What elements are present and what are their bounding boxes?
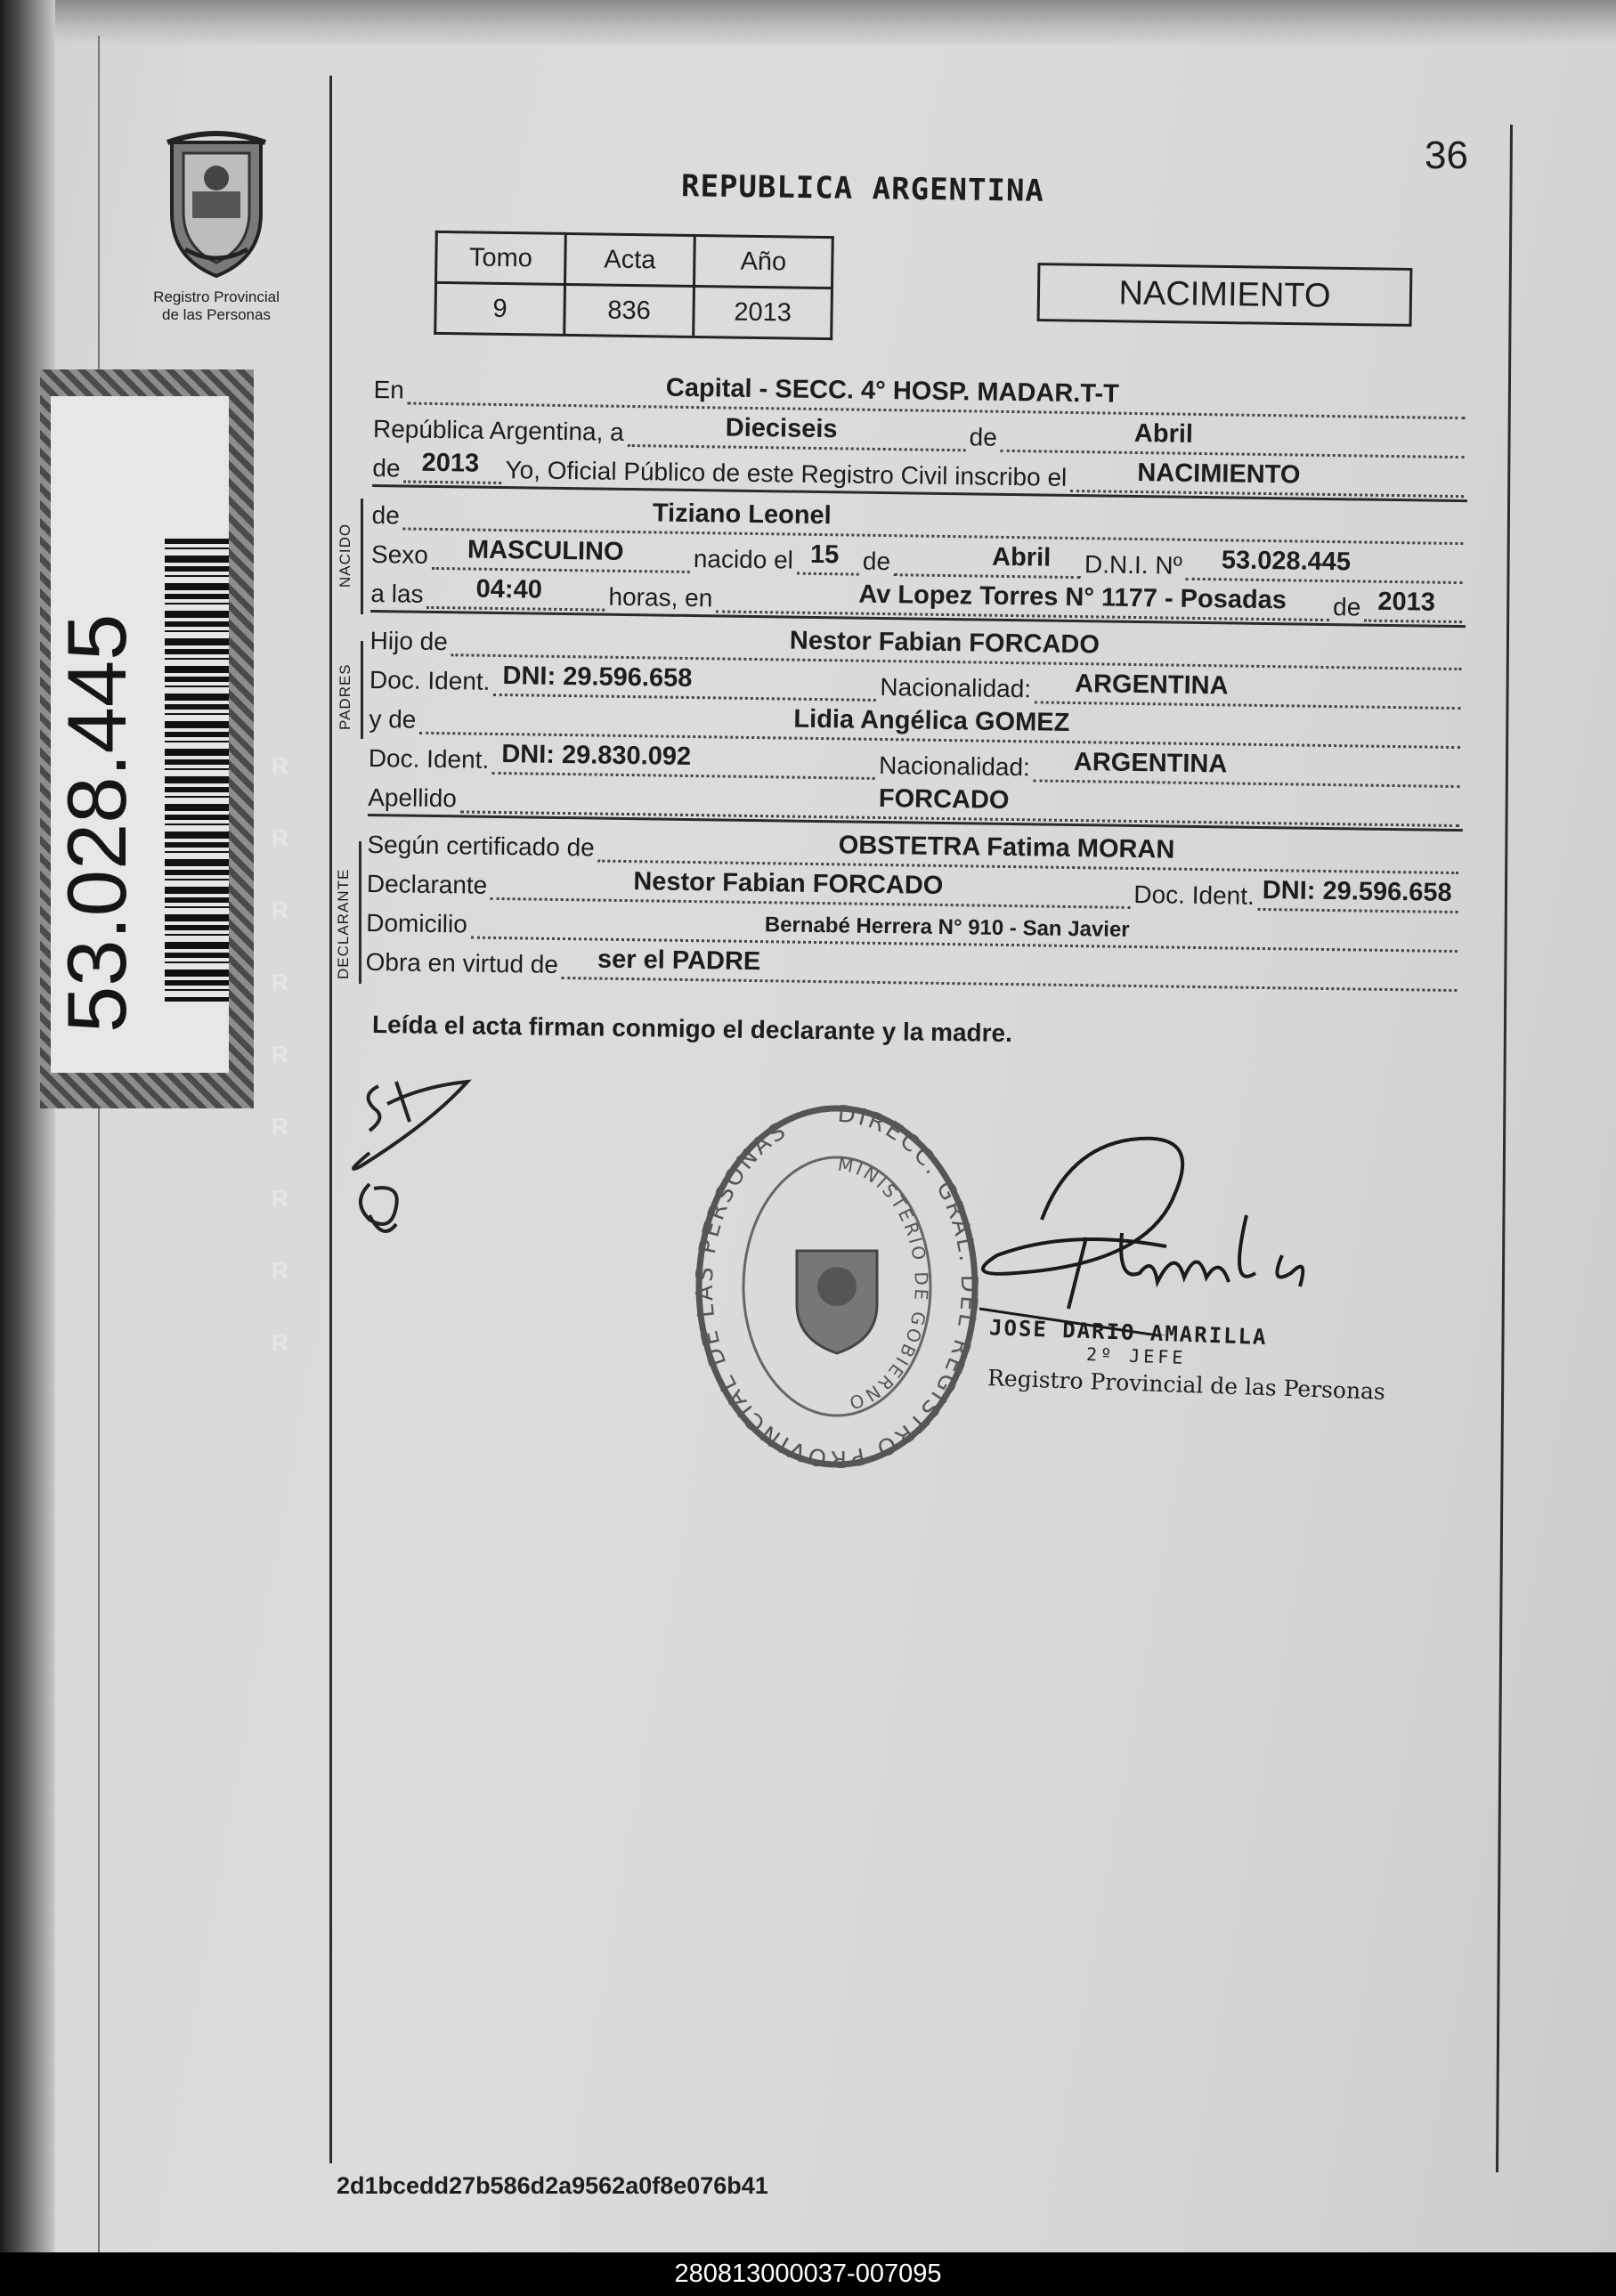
label-dni: D.N.I. Nº <box>1084 550 1183 580</box>
page-number: 36 <box>1425 134 1468 177</box>
label-name: de <box>371 500 401 530</box>
closing-statement: Leída el acta firman conmigo el declarante y la madre. <box>371 1010 1013 1048</box>
value-birth-place: Av Lopez Torres N° 1177 - Posadas <box>858 580 1287 615</box>
sticker-number: 53.028.445 <box>50 613 143 1033</box>
value-inscribe: NACIMIENTO <box>1137 458 1301 490</box>
left-margin-line <box>329 76 332 2163</box>
act-type-box: NACIMIENTO <box>1037 263 1413 327</box>
barcode <box>165 539 229 1002</box>
province-logo <box>132 125 301 324</box>
value-dni: 53.028.445 <box>1221 546 1352 577</box>
value-mother-nat: ARGENTINA <box>1073 748 1228 779</box>
label-year-de: de <box>372 453 401 483</box>
field-capacity <box>562 945 1458 992</box>
registry-value-row <box>435 282 832 338</box>
registry-header-acta: Acta <box>565 233 695 286</box>
value-year: 2013 <box>421 448 480 478</box>
label-address: Domicilio <box>366 908 468 938</box>
document-title: REPUBLICA ARGENTINA <box>680 168 1045 209</box>
signature-officer <box>962 1131 1353 1335</box>
registry-header-row <box>436 231 833 288</box>
side-bracket-padres <box>361 641 363 739</box>
field-sex <box>432 535 690 573</box>
side-label-declarante: DECLARANTE <box>335 868 352 979</box>
label-certificate: Según certificado de <box>367 830 595 862</box>
officer-name: JOSÉ DARIO AMARILLA <box>988 1315 1268 1351</box>
label-hours: horas, en <box>608 582 713 613</box>
side-label-nacido: NACIDO <box>337 523 353 588</box>
value-name: Tiziano Leonel <box>652 499 832 531</box>
sticker-letter: R <box>272 752 288 779</box>
book-spine <box>0 0 55 2252</box>
seal-inner-text: MINISTERIO DE GOBIERNO <box>836 1153 933 1415</box>
value-born-year: 2013 <box>1377 587 1436 617</box>
field-father-doc <box>493 661 876 702</box>
gutter-line <box>98 36 100 2252</box>
value-sex: MASCULINO <box>467 535 624 566</box>
value-day: Dieciseis <box>725 413 838 444</box>
value-father: Nestor Fabian FORCADO <box>789 626 1100 660</box>
label-mother: y de <box>369 704 417 734</box>
label-mother-nat: Nacionalidad: <box>878 750 1031 782</box>
field-dni <box>1186 546 1464 584</box>
field-born-day <box>797 540 859 576</box>
field-born-year <box>1364 587 1462 624</box>
sticker-letter: R <box>272 1185 288 1212</box>
officer-block <box>987 1315 1388 1405</box>
registry-ano: 2013 <box>694 286 832 338</box>
registry-acta: 836 <box>564 284 694 337</box>
logo-caption <box>132 288 301 324</box>
field-declarant-doc <box>1258 875 1458 913</box>
registry-tomo: 9 <box>435 282 565 335</box>
side-bracket-declarante <box>359 841 361 984</box>
seal-outer-text: DIRECC. GRAL. DEL REGISTRO PROVINCIAL DE LAS PERSONAS <box>691 1100 983 1473</box>
label-place: En <box>373 375 405 404</box>
label-born-year-de: de <box>1332 593 1361 621</box>
logo-caption-line-2: de las Personas <box>162 306 271 323</box>
value-time: 04:40 <box>475 574 543 604</box>
label-capacity: Obra en virtud de <box>365 947 559 978</box>
registry-header-ano: Año <box>694 235 832 288</box>
officer-role: 2º JEFE <box>1085 1343 1187 1368</box>
value-declarant: Nestor Fabian FORCADO <box>633 867 944 900</box>
value-address: Bernabé Herrera N° 910 - San Javier <box>764 913 1130 942</box>
value-place: Capital - SECC. 4° HOSP. MADAR.T-T <box>665 373 1120 409</box>
value-father-doc: DNI: 29.596.658 <box>502 661 693 694</box>
label-father: Hijo de <box>369 626 449 656</box>
value-certificate: OBSTETRA Fatima MORAN <box>838 831 1175 864</box>
label-father-doc: Doc. Ident. <box>369 665 491 695</box>
page-top-edge <box>0 0 1616 45</box>
registry-table <box>434 231 834 340</box>
right-margin-line <box>1496 125 1513 2172</box>
label-inscribe: Yo, Oficial Público de este Registro Civil inscribo el <box>505 456 1068 491</box>
label-born: nacido el <box>693 545 794 574</box>
sticker-letter: R <box>272 896 288 923</box>
label-declarant: Declarante <box>366 869 488 899</box>
field-year <box>403 448 501 484</box>
label-father-nat: Nacionalidad: <box>880 672 1032 703</box>
officer-organization: Registro Provincial de las Personas <box>987 1365 1386 1405</box>
label-declarant-doc: Doc. Ident. <box>1133 880 1255 910</box>
label-surname: Apellido <box>368 783 458 813</box>
signature-declarant <box>343 1068 485 1246</box>
coat-of-arms-icon <box>150 125 283 280</box>
value-born-month: Abril <box>991 542 1052 572</box>
sticker-letters <box>272 752 307 1357</box>
sticker-letter: R <box>272 1329 288 1356</box>
label-date: República Argentina, a <box>372 414 624 446</box>
registry-header-tomo: Tomo <box>436 231 566 284</box>
field-mother-doc <box>492 740 875 780</box>
field-time <box>426 574 605 612</box>
document-hash: 2d1bcedd27b586d2a9562a0f8e076b41 <box>337 2172 768 2199</box>
value-mother: Lidia Angélica GOMEZ <box>793 704 1070 737</box>
field-inscribe <box>1070 458 1464 498</box>
value-surname: FORCADO <box>878 783 1010 815</box>
value-declarant-doc: DNI: 29.596.658 <box>1262 875 1452 907</box>
sticker-letter: R <box>272 969 288 995</box>
side-bracket-nacido <box>361 499 363 614</box>
logo-caption-line-1: Registro Provincial <box>153 288 280 305</box>
label-mother-doc: Doc. Ident. <box>368 743 490 774</box>
sticker-letter: R <box>272 1113 288 1140</box>
field-day <box>627 413 965 451</box>
value-month: Abril <box>1133 418 1194 449</box>
label-time: a las <box>370 579 424 608</box>
value-mother-doc: DNI: 29.830.092 <box>501 740 692 772</box>
footer-code: 280813000037-007095 <box>0 2252 1616 2296</box>
field-surname <box>460 782 1460 827</box>
official-seal <box>686 1095 988 1478</box>
field-born-month <box>894 542 1081 579</box>
sticker-letter: R <box>272 824 288 851</box>
label-born-de: de <box>862 547 891 576</box>
value-born-day: 15 <box>809 540 840 570</box>
sticker-letter: R <box>272 1041 288 1067</box>
label-de: de <box>969 423 998 451</box>
birth-record-form <box>365 365 1468 992</box>
side-label-padres: PADRES <box>337 663 353 730</box>
label-sex: Sexo <box>370 540 429 569</box>
sticker-letter: R <box>272 1257 288 1284</box>
value-father-nat: ARGENTINA <box>1074 669 1229 701</box>
value-capacity: ser el PADRE <box>597 945 761 977</box>
